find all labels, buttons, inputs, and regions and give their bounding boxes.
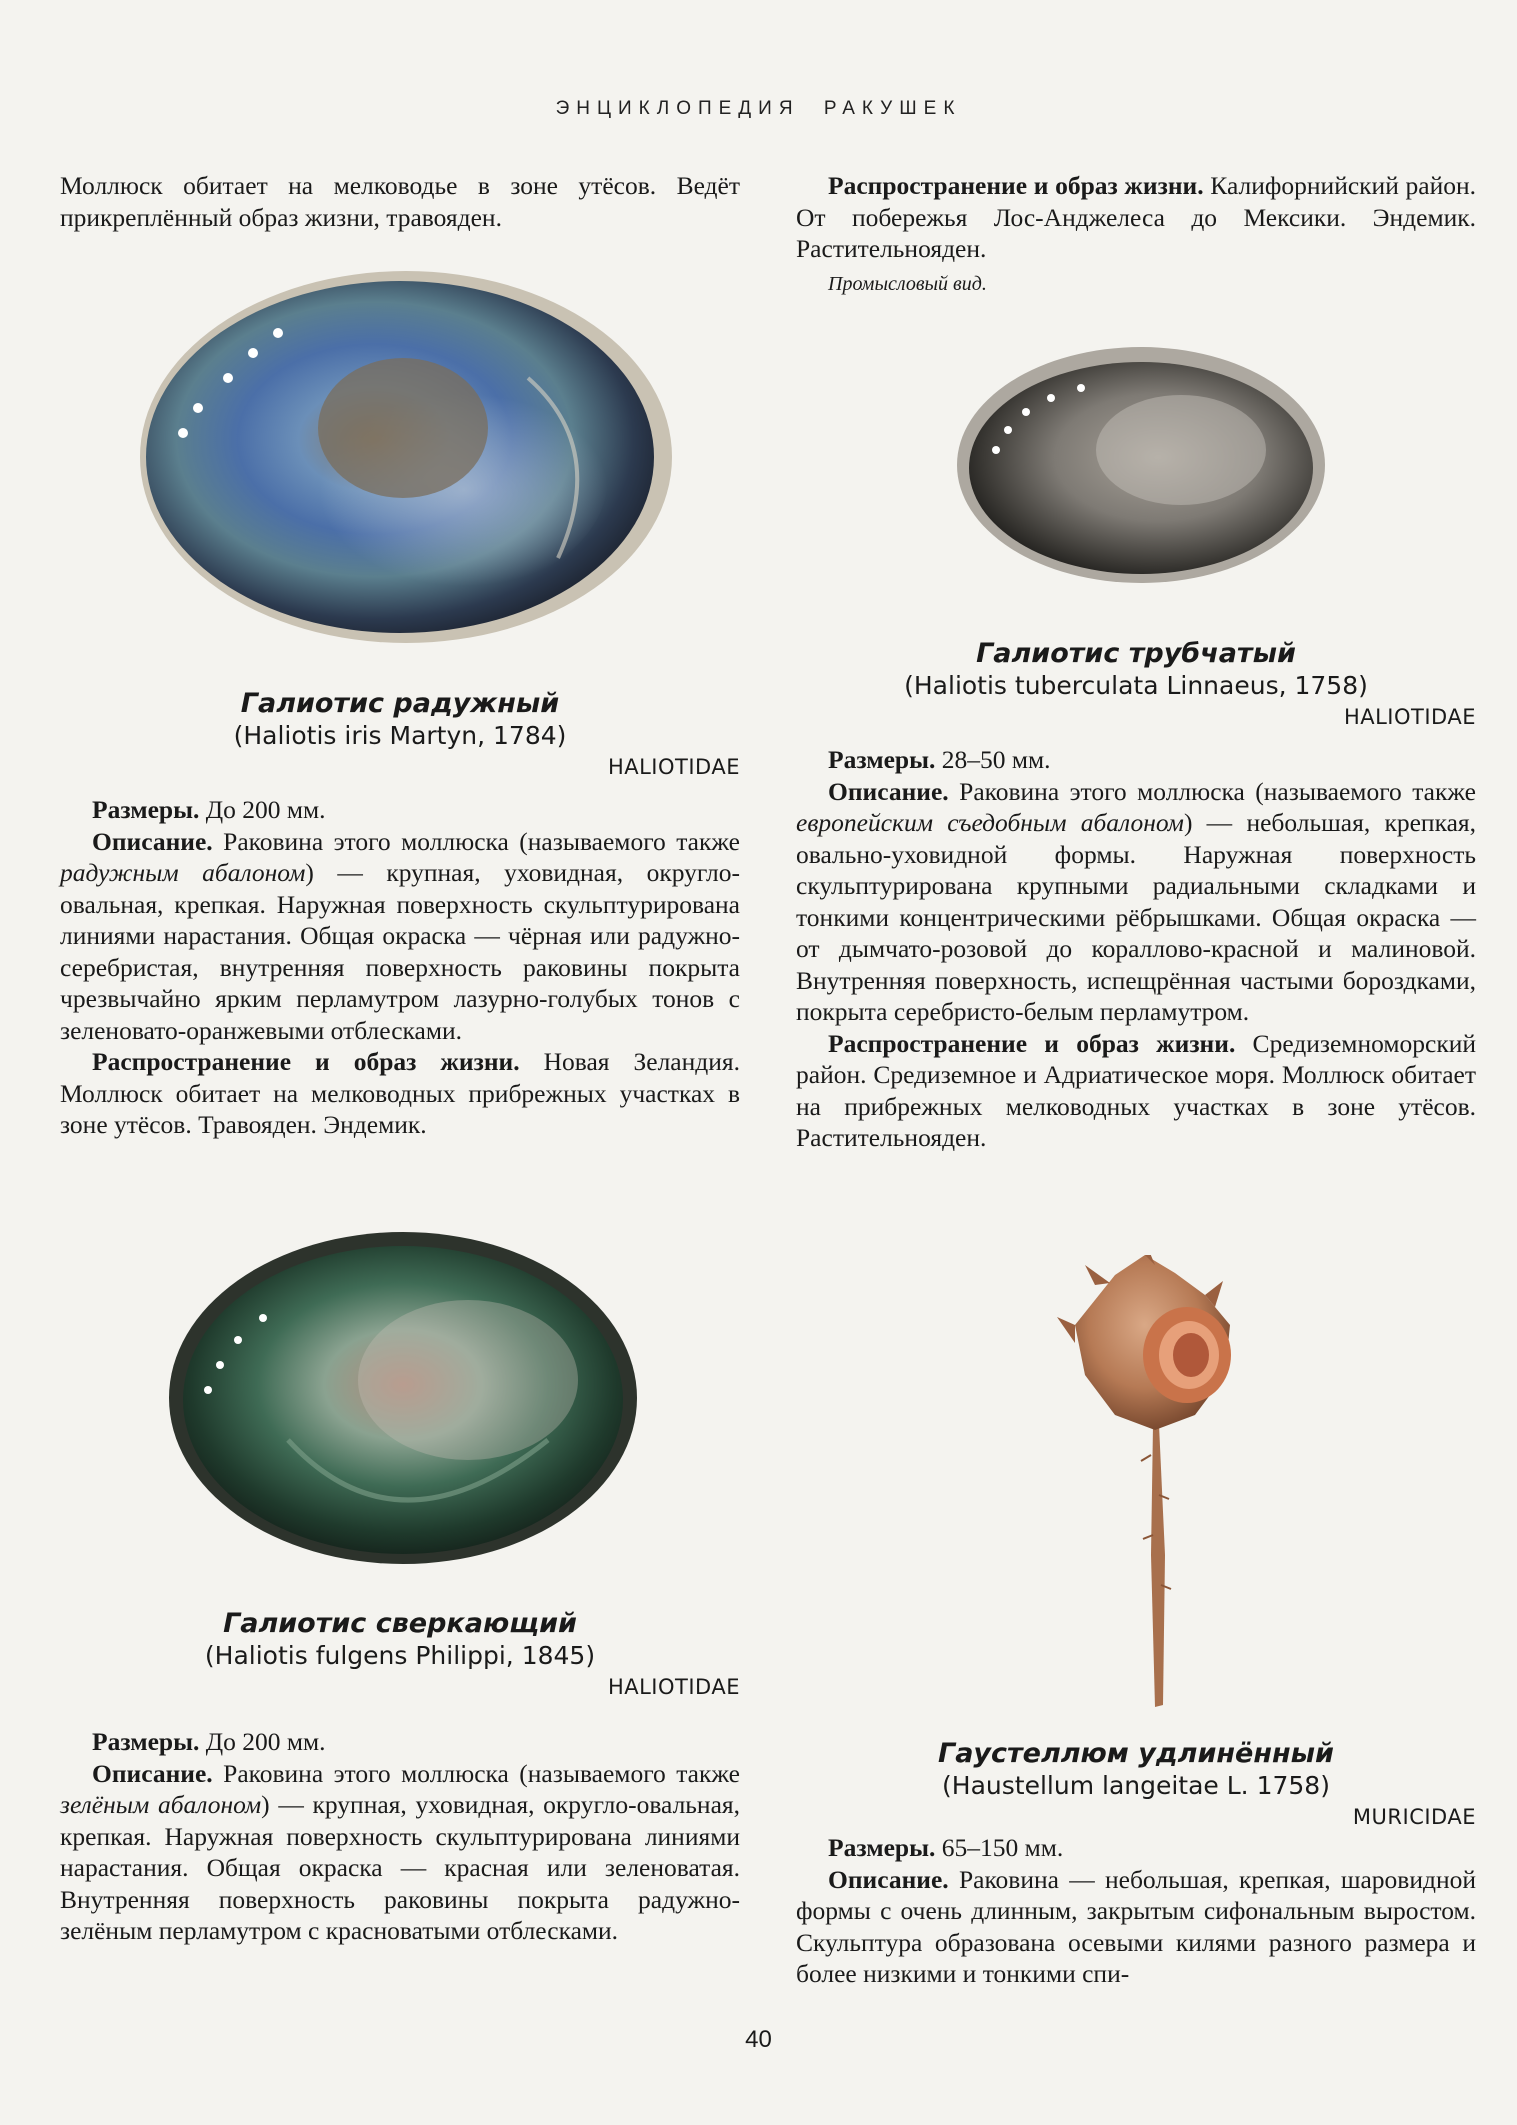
common-name: радужным абалоном: [60, 858, 306, 887]
species-family: HALIOTIDAE: [1343, 705, 1476, 729]
header-word-1: ЭНЦИКЛОПЕДИЯ: [555, 98, 800, 119]
description-label: Описание.: [92, 826, 213, 856]
common-name: зелёным абалоном: [60, 1790, 262, 1819]
running-header: [0, 98, 1517, 120]
size-paragraph: [60, 794, 740, 826]
description-paragraph: [60, 1758, 740, 1947]
description-text: Раковина этого моллюска (называемого также: [948, 776, 1476, 806]
right-intro-text: [796, 170, 1476, 265]
description-text-end: ) — небольшая, крепкая, овально-уховидной формы. Наружная поверхность скульптурирована крупными радиальными складками и тонкими концентрическими рёбрышками. Общая окраска — от дымчато-розовой до кораллово-красной и малиновой. Внутренняя поверхность, испещрённая частыми бороздками, покрыта серебристо-белым перламутром.: [796, 808, 1476, 1026]
distribution-label: Распространение и образ жизни.: [92, 1047, 520, 1076]
size-text: До 200 мм.: [199, 1727, 326, 1756]
size-label: Размеры.: [92, 1727, 200, 1756]
species-haustellum: [796, 1738, 1476, 1990]
description-label: Описание.: [828, 1864, 949, 1894]
description-paragraph: [60, 826, 740, 1047]
size-text: 28–50 мм.: [935, 745, 1051, 774]
species-latin-name: (Haliotis fulgens Philippi, 1845): [204, 1641, 596, 1670]
species-family: HALIOTIDAE: [607, 755, 740, 779]
right-intro: [796, 170, 1476, 297]
common-name: европейским съедобным абалоном: [796, 808, 1184, 837]
distribution-text: Калифорнийский район. От побережья Лос-Анджелеса до Мексики. Эндемик. Растительнояден.: [796, 171, 1476, 263]
species-title: Галиотис радужный: [240, 688, 560, 719]
species-title: Галиотис сверкающий: [223, 1608, 577, 1639]
species-title: Галиотис трубчатый: [976, 638, 1296, 669]
description-label: Описание.: [828, 776, 949, 806]
haliotis-fulgens-shell-image: [168, 1230, 638, 1566]
size-paragraph: [796, 744, 1476, 776]
description-text: Раковина этого моллюска (называемого также: [212, 826, 740, 856]
species-latin-name: (Haliotis tuberculata Linnaeus, 1758): [904, 671, 1368, 700]
size-label: Размеры.: [828, 745, 936, 774]
distribution-label: Распространение и образ жизни.: [828, 171, 1204, 200]
description-label: Описание.: [92, 1758, 213, 1788]
description-paragraph: [796, 1864, 1476, 1990]
distribution-text: Новая Зеландия. Моллюск обитает на мелководных прибрежных участках в зоне утёсов. Травояден. Эндемик.: [60, 1047, 740, 1139]
size-paragraph: [796, 1832, 1476, 1864]
size-text: До 200 мм.: [199, 795, 326, 824]
species-family: MURICIDAE: [1352, 1805, 1476, 1829]
species-title: Гаустеллюм удлинённый: [938, 1738, 1334, 1769]
distribution-paragraph: [796, 1028, 1476, 1154]
species-latin-name: (Haustellum langeitae L. 1758): [942, 1771, 1330, 1800]
description-text-end: ) — крупная, уховидная, округло-овальная, крепкая. Наружная поверхность скульптурирована линиями нарастания. Общая окраска — чёрная или радужно-серебристая, внутренняя поверхность раковины покрыта чрезвычайно ярким перламутром лазурно-голубых тонов с зеленовато-оранжевыми отблесками.: [60, 858, 740, 1045]
size-paragraph: [60, 1726, 740, 1758]
left-intro-text: Моллюск обитает на мелководье в зоне утёсов. Ведёт прикреплённый образ жизни, травояден.: [60, 171, 740, 232]
species-family: HALIOTIDAE: [607, 1675, 740, 1699]
commercial-note: Промысловый вид.: [828, 272, 987, 295]
header-word-2: РАКУШЕК: [823, 98, 962, 119]
description-text: Раковина — небольшая, крепкая, шаровидной формы с очень длинным, закрытым сифональным выростом. Скульптура образована осевыми килями разного размера и более низкими и тонкими спи-: [796, 1864, 1476, 1988]
haliotis-iris-shell-image: [138, 268, 674, 646]
species-haliotis-iris: [60, 688, 740, 1141]
size-label: Размеры.: [828, 1833, 936, 1862]
distribution-text: Средиземноморский район. Средиземное и Адриатическое моря. Моллюск обитает на прибрежных мелководных участках в зоне утёсов. Растительнояден.: [796, 1028, 1476, 1152]
description-text-end: ) — крупная, уховидная, округло-овальная, крепкая. Наружная поверхность скульптурирована линиями нарастания. Общая окраска — красная или зеленоватая. Внутренняя поверхность раковины покрыта радужно-зелёным перламутром с красноватыми отблесками.: [60, 1790, 740, 1945]
left-intro: [60, 170, 740, 233]
page-number: 40: [745, 2026, 772, 2053]
size-text: 65–150 мм.: [935, 1833, 1064, 1862]
species-haliotis-tuberculata: [796, 638, 1476, 1154]
size-label: Размеры.: [92, 795, 200, 824]
haustellum-shell-image: [1055, 1255, 1255, 1710]
distribution-paragraph: [60, 1046, 740, 1141]
species-latin-name: (Haliotis iris Martyn, 1784): [233, 721, 567, 750]
species-haliotis-fulgens: [60, 1608, 740, 1947]
description-paragraph: [796, 776, 1476, 1028]
haliotis-tuberculata-shell-image: [956, 340, 1326, 590]
description-text: Раковина этого моллюска (называемого также: [212, 1758, 740, 1788]
distribution-label: Распространение и образ жизни.: [828, 1028, 1236, 1058]
